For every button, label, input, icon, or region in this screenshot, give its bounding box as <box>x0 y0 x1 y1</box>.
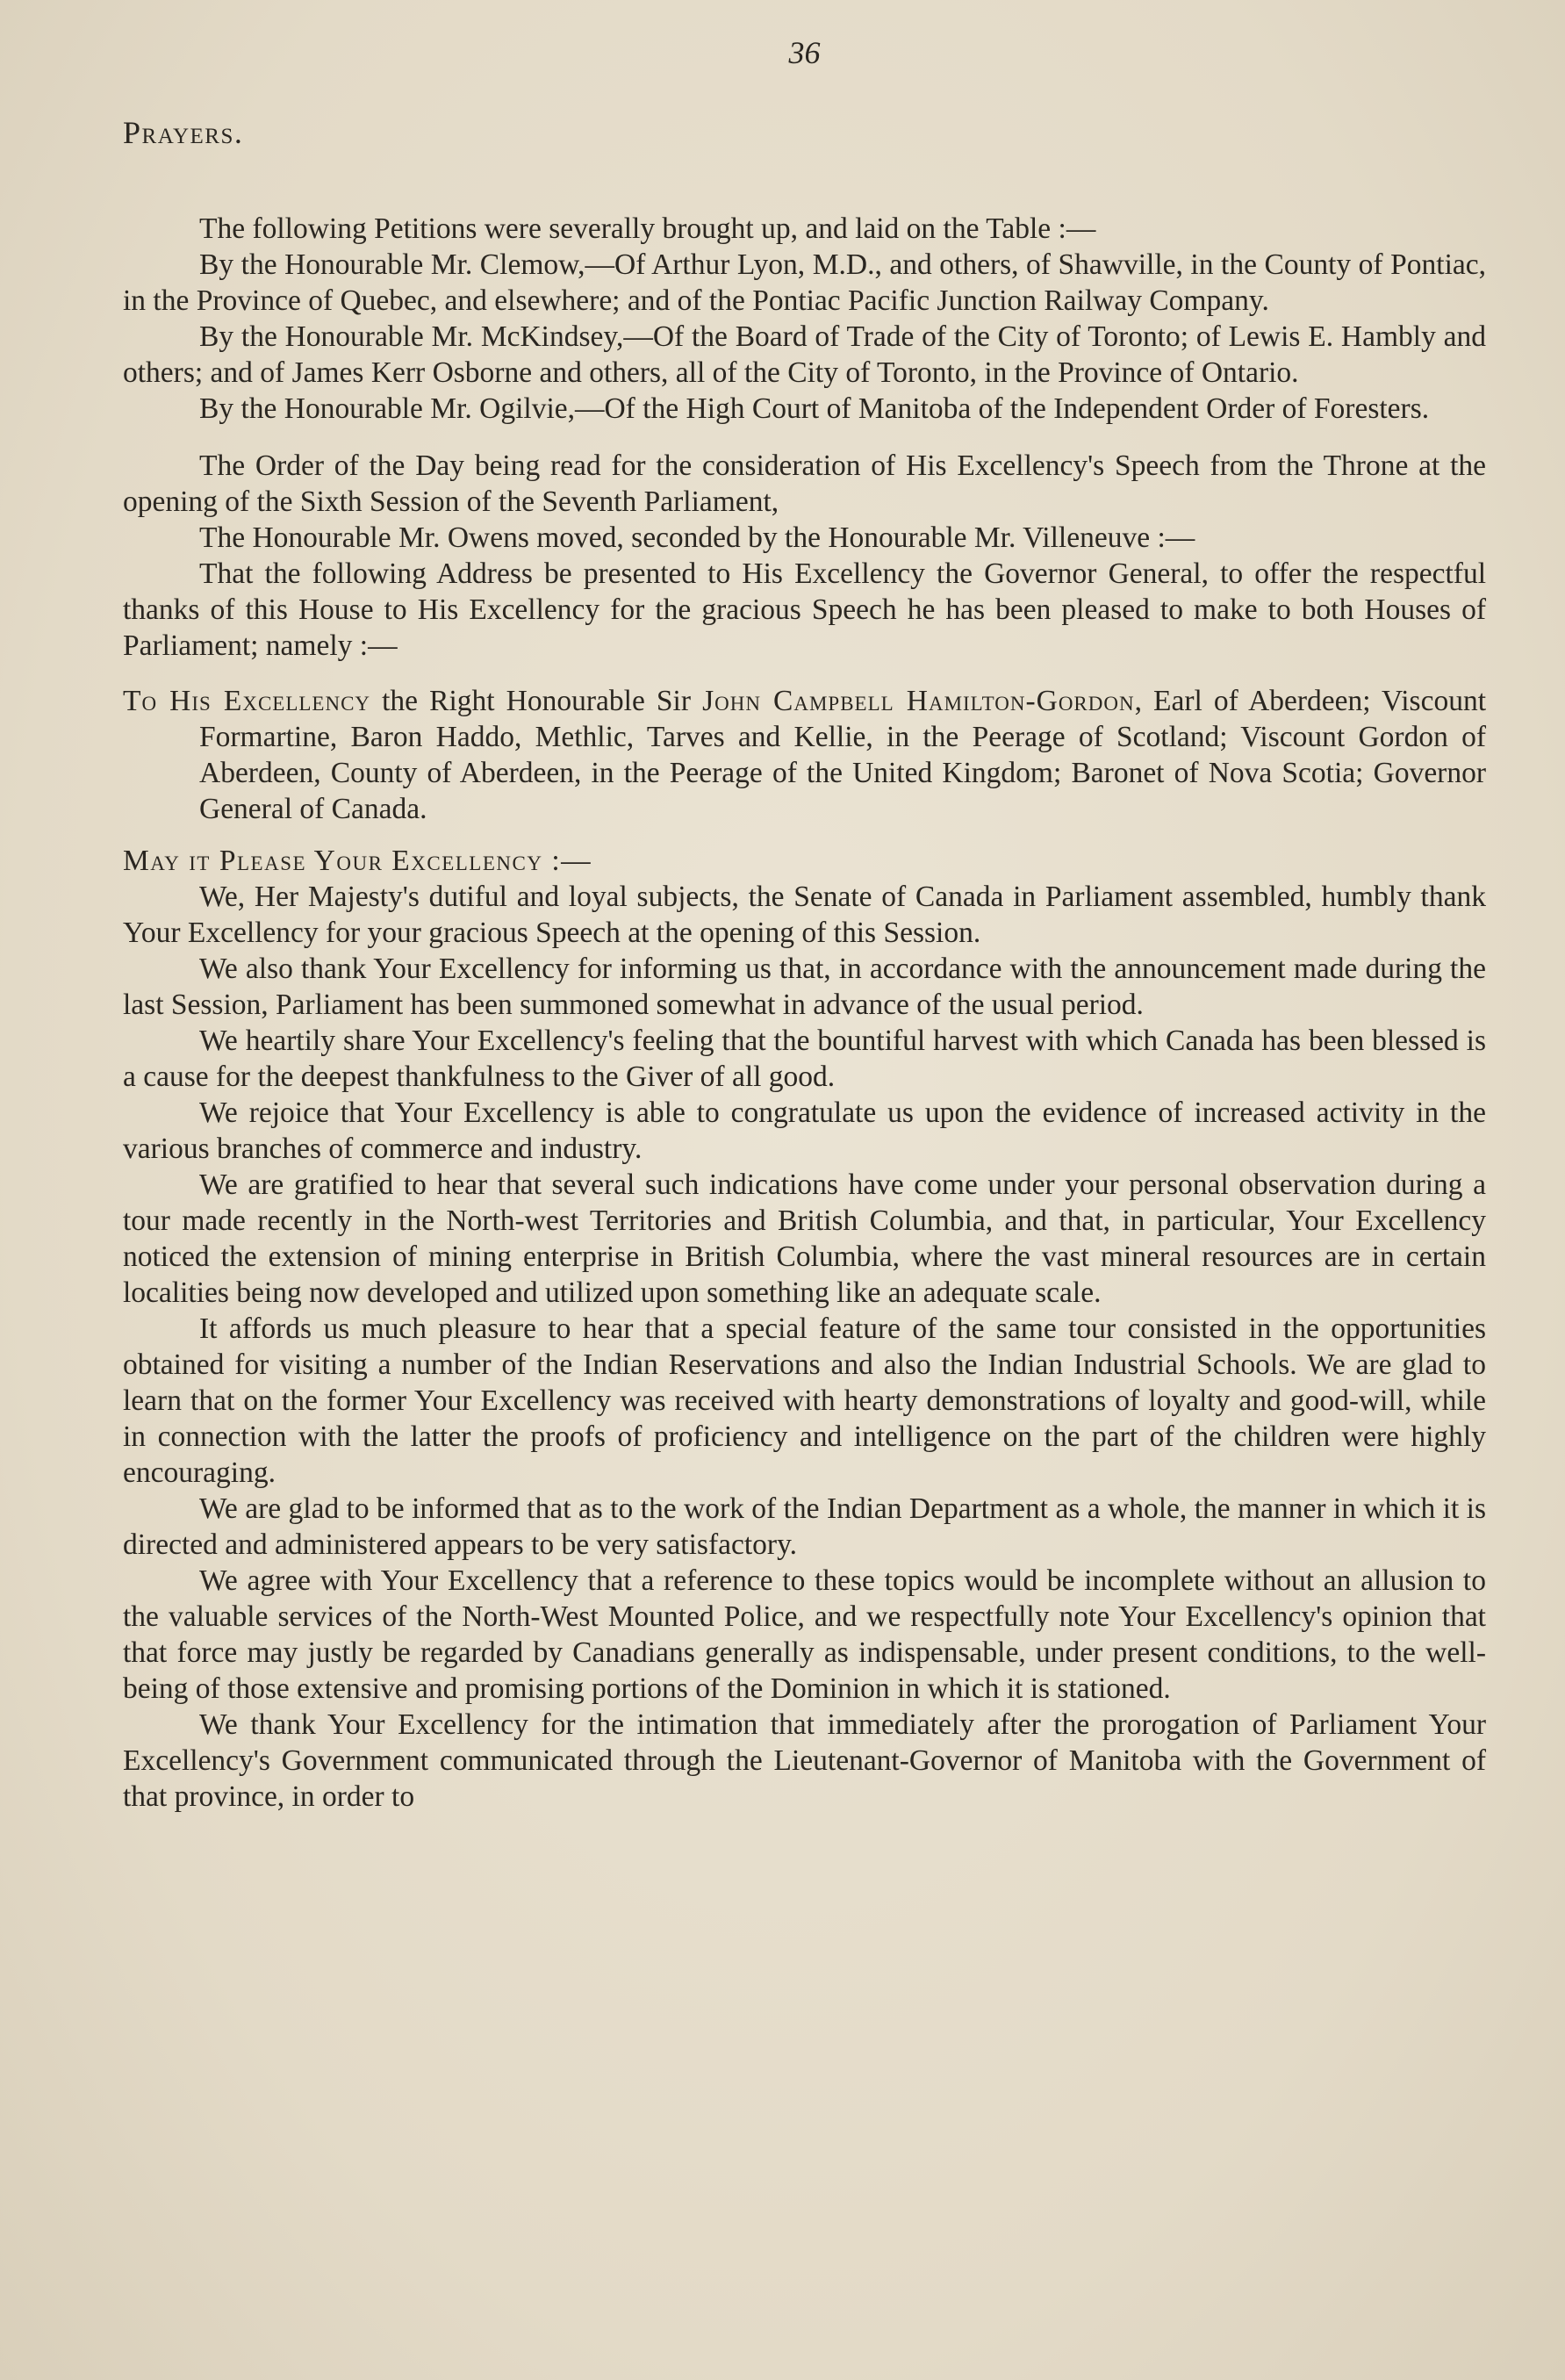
address-paragraph: We also thank Your Excellency for informing us that, in accordance with the announcement made during the last Session, Parliament has been summoned somewhat in advance of the usual period. <box>123 953 1486 1021</box>
address-recipient <box>123 683 1486 827</box>
address-paragraph: We rejoice that Your Excellency is able to congratulate us upon the evidence of increased activity in the various branches of commerce and industry. <box>123 1097 1486 1165</box>
address-paragraph: We are gratified to hear that several such indications have come under your personal observation during a tour made recently in the North-west Territories and British Columbia, and that, in particular, Your Excellency noticed the extension of mining enterprise in British Columbia, where the vast mineral resources are in certain localities being now developed and utilized upon something like an adequate scale. <box>123 1168 1486 1309</box>
address-paragraph: It affords us much pleasure to hear that a special feature of the same tour consisted in the opportunities obtained for visiting a number of the Indian Reservations and also the Indian Industrial Schools. We are glad to learn that on the former Your Excellency was received with hearty demonstrations of loyalty and good-will, while in connection with the latter the proofs of proficiency and intelligence on the part of the children were highly encouraging. <box>123 1312 1486 1489</box>
address-titles: , Earl of Aberdeen; Viscount Formartine, Baron Haddo, Methlic, Tarves and Kellie, in the Peerage of Scotland; Viscount Gordon of Aberdeen, County of Aberdeen, in the Peerage of the United Kingdom; Baronet of Nova Scotia; Governor General of Canada. <box>199 685 1487 825</box>
address-salutation: May it Please Your Excellency :— <box>123 845 592 877</box>
governor-name: John Campbell Hamilton-Gordon <box>702 685 1135 717</box>
section-heading: Prayers. <box>123 115 244 150</box>
address-motion-paragraph: That the following Address be presented to His Excellency the Governor General, to offer the respectful thanks of this House to His Excellency for the gracious Speech he has been pleased to make to both Houses of Parliament; namely :— <box>123 557 1486 662</box>
address-paragraph: We agree with Your Excellency that a reference to these topics would be incomplete without an allusion to the valuable services of the North-West Mounted Police, and we respectfully note Your Excellency's opinion that that force may justly be regarded by Canadians generally as indispensable, under present conditions, to the well-being of those extensive and promising portions of the Dominion in which it is stationed. <box>123 1564 1486 1705</box>
page-content <box>123 35 1486 1815</box>
petition-item: By the Honourable Mr. Clemow,—Of Arthur Lyon, M.D., and others, of Shawville, in the County of Pontiac, in the Province of Quebec, and elsewhere; and of the Pontiac Pacific Junction Railway Company. <box>123 248 1486 317</box>
page-number: 36 <box>788 35 821 70</box>
address-to-prefix: To His Excellency <box>123 685 371 717</box>
petitions-intro: The following Petitions were severally brought up, and laid on the Table :— <box>199 212 1096 245</box>
petition-item: By the Honourable Mr. McKindsey,—Of the Board of Trade of the City of Toronto; of Lewis E. Hambly and others; and of James Kerr Osborne and others, all of the City of Toronto, in the Province of Ontario. <box>123 320 1486 389</box>
address-paragraph: We thank Your Excellency for the intimation that immediately after the prorogation of Parliament Your Excellency's Government communicated through the Lieutenant-Governor of Manitoba with the Government of that province, in order to <box>123 1708 1486 1813</box>
address-paragraph: We are glad to be informed that as to the work of the Indian Department as a whole, the manner in which it is directed and administered appears to be very satisfactory. <box>123 1492 1486 1561</box>
address-to-mid: the Right Honourable Sir <box>370 685 703 717</box>
order-of-day-paragraph: The Order of the Day being read for the consideration of His Excellency's Speech from the Throne at the opening of the Sixth Session of the Seventh Parliament, <box>123 449 1486 518</box>
address-paragraph: We, Her Majesty's dutiful and loyal subjects, the Senate of Canada in Parliament assembled, humbly thank Your Excellency for your gracious Speech at the opening of this Session. <box>123 881 1486 949</box>
petition-item: By the Honourable Mr. Ogilvie,—Of the High Court of Manitoba of the Independent Order of Foresters. <box>199 392 1430 425</box>
motion-paragraph: The Honourable Mr. Owens moved, seconded by the Honourable Mr. Villeneuve :— <box>199 521 1195 554</box>
address-paragraph: We heartily share Your Excellency's feeling that the bountiful harvest with which Canada has been blessed is a cause for the deepest thankfulness to the Giver of all good. <box>123 1025 1486 1093</box>
